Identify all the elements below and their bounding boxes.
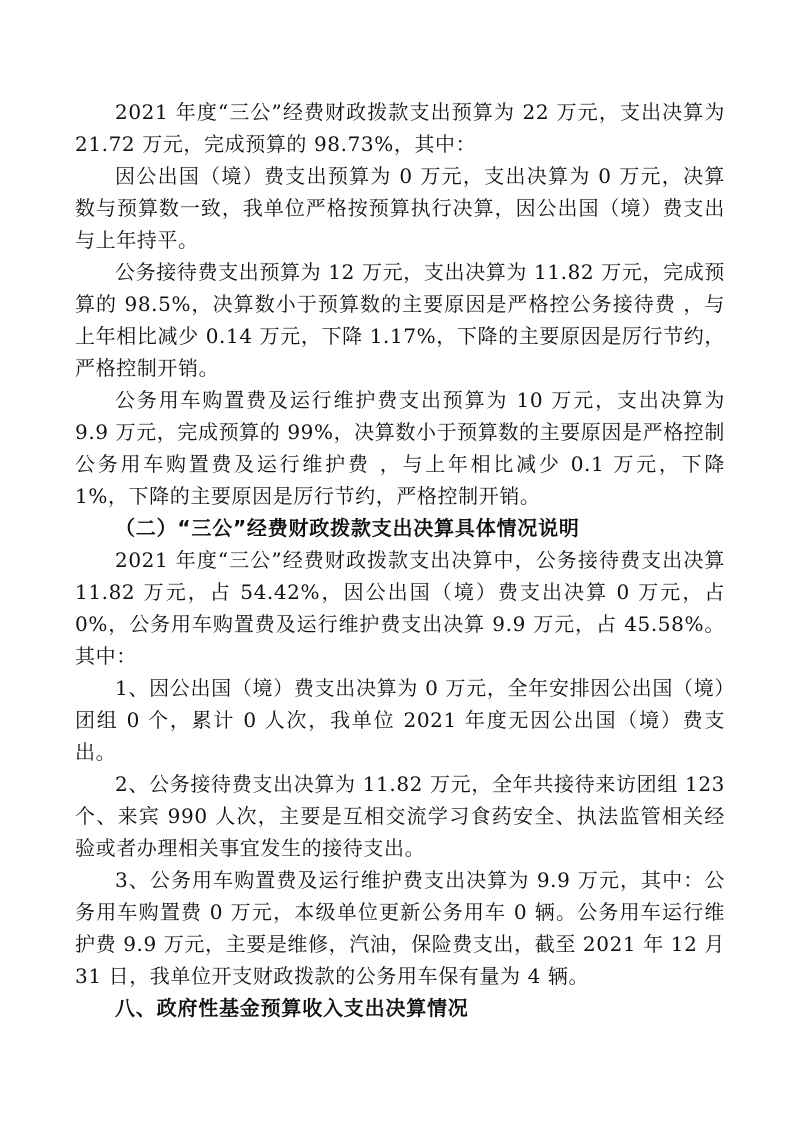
paragraph-three-public-summary: 2021 年度“三公”经费财政拨款支出预算为 22 万元，支出决算为 21.72 万元，完成预算的 98.73%，其中： [75,100,725,156]
paragraph-item-reception: 2、公务接待费支出决算为 11.82 万元，全年共接待来访团组 123 个、来宾 990 人次，主要是互相交流学习食药安全、执法监管相关经验或者办理相关事宜发生的接待支出。 [75,772,725,860]
document-body [75,96,725,1024]
section-heading-government-fund: 八、政府性基金预算收入支出决算情况 [115,996,469,1020]
paragraph-vehicle-budget: 公务用车购置费及运行维护费支出预算为 10 万元，支出决算为 9.9 万元，完成预算的 99%，决算数小于预算数的主要原因是严格控制公务用车购置费及运行维护费 ，与上年相比减少 0.1 万元，下降 1%，下降的主要原因是厉行节约，严格控制开销。 [75,388,725,508]
paragraph-item-vehicles: 3、公务用车购置费及运行维护费支出决算为 9.9 万元，其中：公务用车购置费 0 万元，本级单位更新公务用车 0 辆。公务用车运行维护费 9.9 万元，主要是维修，汽油，保险费支出，截至 2021 年 12 月 31 日，我单位开支财政拨款的公务用车保有量为 4 辆。 [75,868,725,988]
paragraph-item-overseas-travel: 1、因公出国（境）费支出决算为 0 万元，全年安排因公出国（境）团组 0 个，累计 0 人次，我单位 2021 年度无因公出国（境）费支出。 [75,676,725,764]
paragraph-overseas-travel-budget: 因公出国（境）费支出预算为 0 万元，支出决算为 0 万元，决算数与预算数一致，我单位严格按预算执行决算，因公出国（境）费支出与上年持平。 [75,164,725,252]
paragraph-expenditure-breakdown: 2021 年度“三公”经费财政拨款支出决算中，公务接待费支出决算 11.82 万元，占 54.42%，因公出国（境）费支出决算 0 万元，占 0%，公务用车购置费及运行维护费支出决算 9.9 万元，占 45.58%。其中： [75,548,725,668]
section-heading-three-public-details: （二）“三公”经费财政拨款支出决算具体情况说明 [115,516,580,540]
paragraph-reception-budget: 公务接待费支出预算为 12 万元，支出决算为 11.82 万元，完成预算的 98.5%，决算数小于预算数的主要原因是严格控公务接待费 ，与上年相比减少 0.14 万元，下降 1.17%，下降的主要原因是厉行节约，严格控制开销。 [75,260,725,380]
